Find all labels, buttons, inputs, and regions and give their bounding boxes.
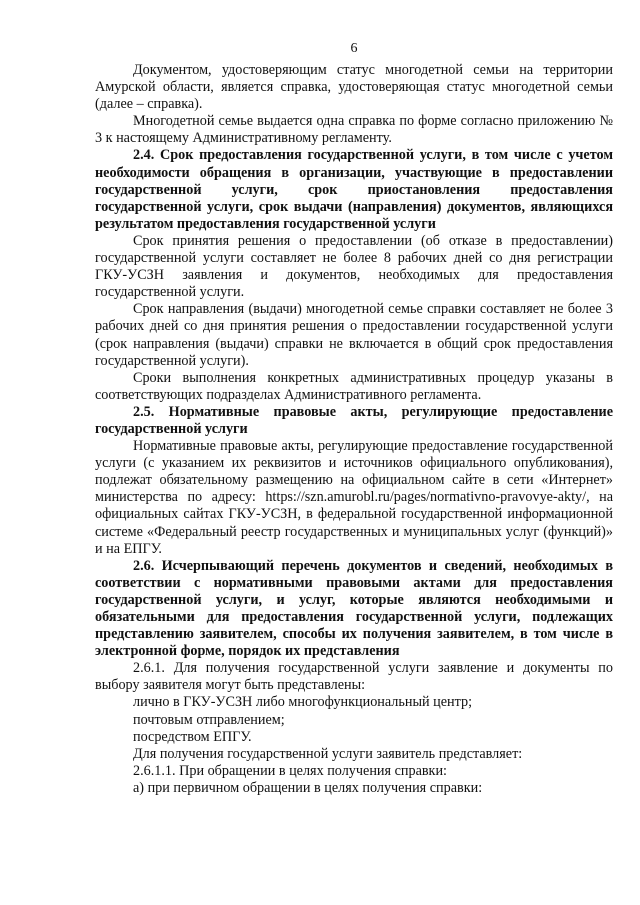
- list-item-in-person: лично в ГКУ-УСЗН либо многофункциональный центр;: [133, 694, 473, 711]
- section-heading-2-6: 2.6. Исчерпывающий перечень документов и сведений, необходимых в соответствии с нормативными правовыми актами для предоставления государственной услуги, и услуг, которые являются необходимыми и обязательными для предоставления государственной услуги, подлежащих представлению заявителем, способы их получения заявителем, в том числе в электронной форме, порядок их представления: [95, 557, 613, 660]
- paragraph-legal-acts: Нормативные правовые акты, регулирующие предоставление государственной услуги (с указанием их реквизитов и источников официального опубликования), подлежат обязательному размещению на официальном сайте в сети «Интернет» министерства по адресу: https://szn.amurobl.ru/pages/normativno-pravovye-akty/, на официальных сайтах ГКУ-УСЗН, в федеральной государственной информационной системе «Федеральный реестр государственных и муниципальных услуг (функций)» и на ЕПГУ.: [95, 438, 613, 557]
- list-item-via-portal: посредством ЕПГУ.: [133, 728, 252, 745]
- paragraph-initial-request: а) при первичном обращении в целях получения справки:: [133, 779, 483, 796]
- paragraph-procedure-terms: Сроки выполнения конкретных административных процедур указаны в соответствующих подразделах Административного регламента.: [95, 369, 613, 403]
- page-number: 6: [350, 41, 358, 56]
- paragraph-decision-term: Срок принятия решения о предоставлении (об отказе в предоставлении) государственной услуги составляет не более 8 рабочих дней со дня регистрации ГКУ-УСЗН заявления и документов, необходимых для предоставления государственной услуги.: [95, 232, 613, 301]
- paragraph-2-6-1: 2.6.1. Для получения государственной услуги заявление и документы по выбору заявителя могут быть представлены:: [95, 660, 613, 694]
- paragraph-one-certificate: Многодетной семье выдается одна справка по форме согласно приложению № 3 к настоящему Административному регламенту.: [95, 113, 613, 147]
- section-heading-2-5: 2.5. Нормативные правовые акты, регулирующие предоставление государственной услуги: [95, 403, 613, 437]
- section-heading-2-4: 2.4. Срок предоставления государственной услуги, в том числе с учетом необходимости обращения в организации, участвующие в предоставлении государственной услуги, срок приостановления предоставления государственной услуги, срок выдачи (направления) документов, являющихся результатом предоставления государственной услуги: [95, 147, 613, 232]
- paragraph-status-document: Документом, удостоверяющим статус многодетной семьи на территории Амурской области, является справка, удостоверяющая статус многодетной семьи (далее – справка).: [95, 62, 613, 113]
- document-page: [95, 40, 613, 797]
- paragraph-2-6-1-1: 2.6.1.1. При обращении в целях получения справки:: [133, 762, 447, 779]
- paragraph-issue-term: Срок направления (выдачи) многодетной семье справки составляет не более 3 рабочих дней со дня принятия решения о предоставлении государственной услуги (срок направления (выдачи) справки не включается в общий срок предоставления государственной услуги).: [95, 301, 613, 369]
- paragraph-applicant-submits: Для получения государственной услуги заявитель представляет:: [133, 745, 523, 762]
- list-item-by-mail: почтовым отправлением;: [133, 711, 285, 728]
